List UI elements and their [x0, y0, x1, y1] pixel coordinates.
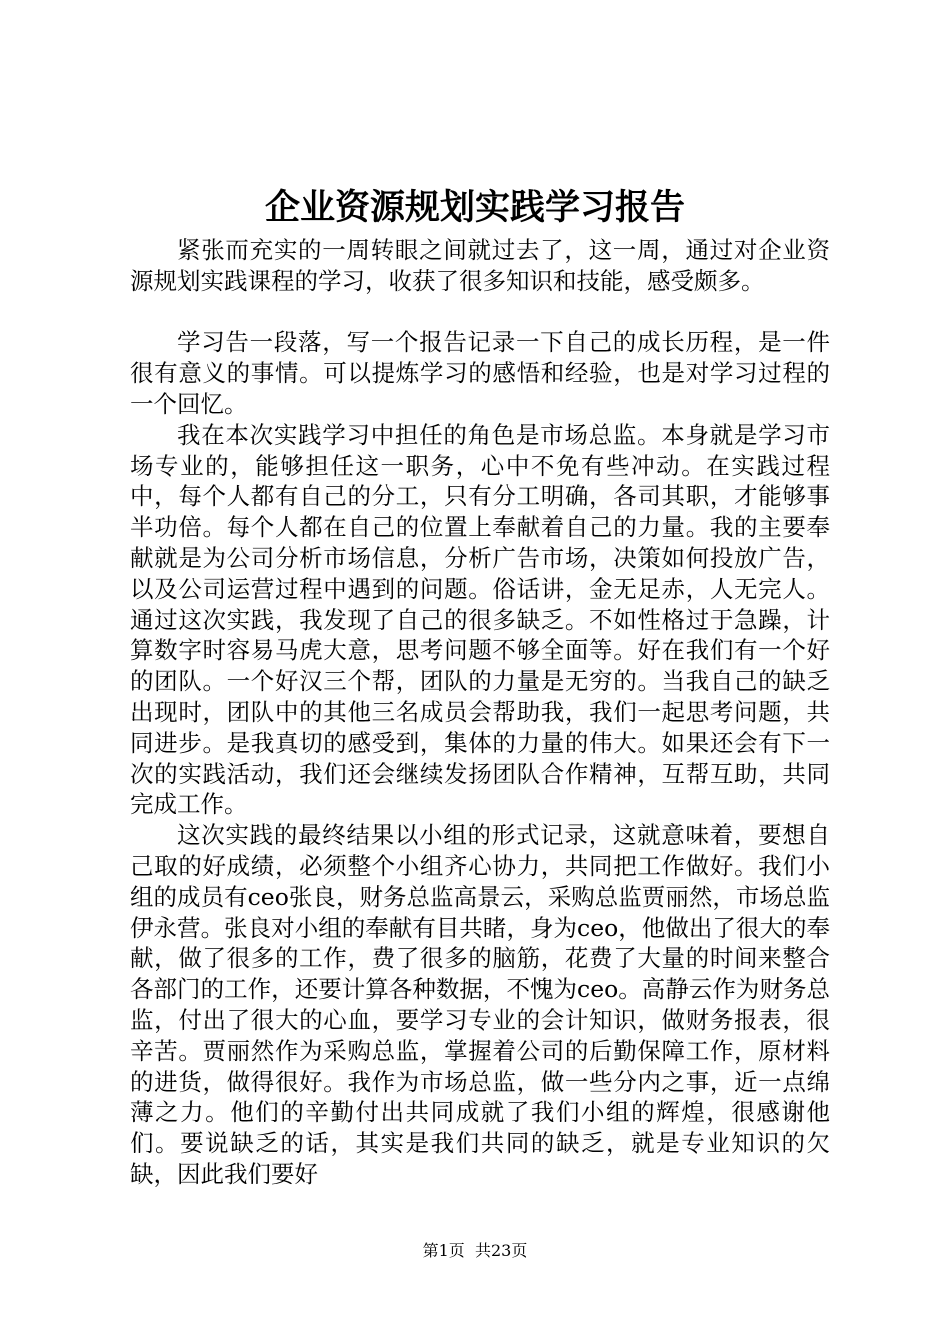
document-body	[130, 235, 830, 1190]
page-total: 共23页	[474, 1241, 528, 1260]
paragraph-purpose: 学习告一段落，写一个报告记录一下自己的成长历程，是一件很有意义的事情。可以提炼学习的感悟和经验，也是对学习过程的一个回忆。	[130, 328, 830, 418]
page-footer	[0, 1240, 950, 1262]
paragraph-intro: 紧张而充实的一周转眼之间就过去了，这一周，通过对企业资源规划实践课程的学习，收获了很多知识和技能，感受颇多。	[130, 236, 830, 295]
paragraph-team: 这次实践的最终结果以小组的形式记录，这就意味着，要想自己取的好成绩，必须整个小组齐心协力，共同把工作做好。我们小组的成员有ceo张良，财务总监高景云，采购总监贾丽然，市场总监伊永营。张良对小组的奉献有目共睹，身为ceo，他做出了很大的奉献，做了很多的工作，费了很多的脑筋，花费了大量的时间来整合各部门的工作，还要计算各种数据，不愧为ceo。高静云作为财务总监，付出了很大的心血，要学习专业的会计知识，做财务报表，很辛苦。贾丽然作为采购总监，掌握着公司的后勤保障工作，原材料的进货，做得很好。我作为市场总监，做一些分内之事，近一点绵薄之力。他们的辛勤付出共同成就了我们小组的辉煌，很感谢他们。要说缺乏的话，其实是我们共同的缺乏，就是专业知识的欠缺，因此我们要好	[130, 821, 830, 1188]
paragraph-role: 我在本次实践学习中担任的角色是市场总监。本身就是学习市场专业的，能够担任这一职务，心中不免有些冲动。在实践过程中，每个人都有自己的分工，只有分工明确，各司其职，才能够事半功倍。每个人都在自己的位置上奉献着自己的力量。我的主要奉献就是为公司分析市场信息，分析广告市场，决策如何投放广告，以及公司运营过程中遇到的问题。俗话讲，金无足赤，人无完人。通过这次实践，我发现了自己的很多缺乏。不如性格过于急躁，计算数字时容易马虎大意，思考问题不够全面等。好在我们有一个好的团队。一个好汉三个帮，团队的力量是无穷的。当我自己的缺乏出现时，团队中的其他三名成员会帮助我，我们一起思考问题，共同进步。是我真切的感受到，集体的力量的伟大。如果还会有下一次的实践活动，我们还会继续发扬团队合作精神，互帮互助，共同完成工作。	[130, 420, 830, 819]
page-number: 第1页	[422, 1241, 465, 1260]
document-title: 企业资源规划实践学习报告	[264, 187, 685, 228]
